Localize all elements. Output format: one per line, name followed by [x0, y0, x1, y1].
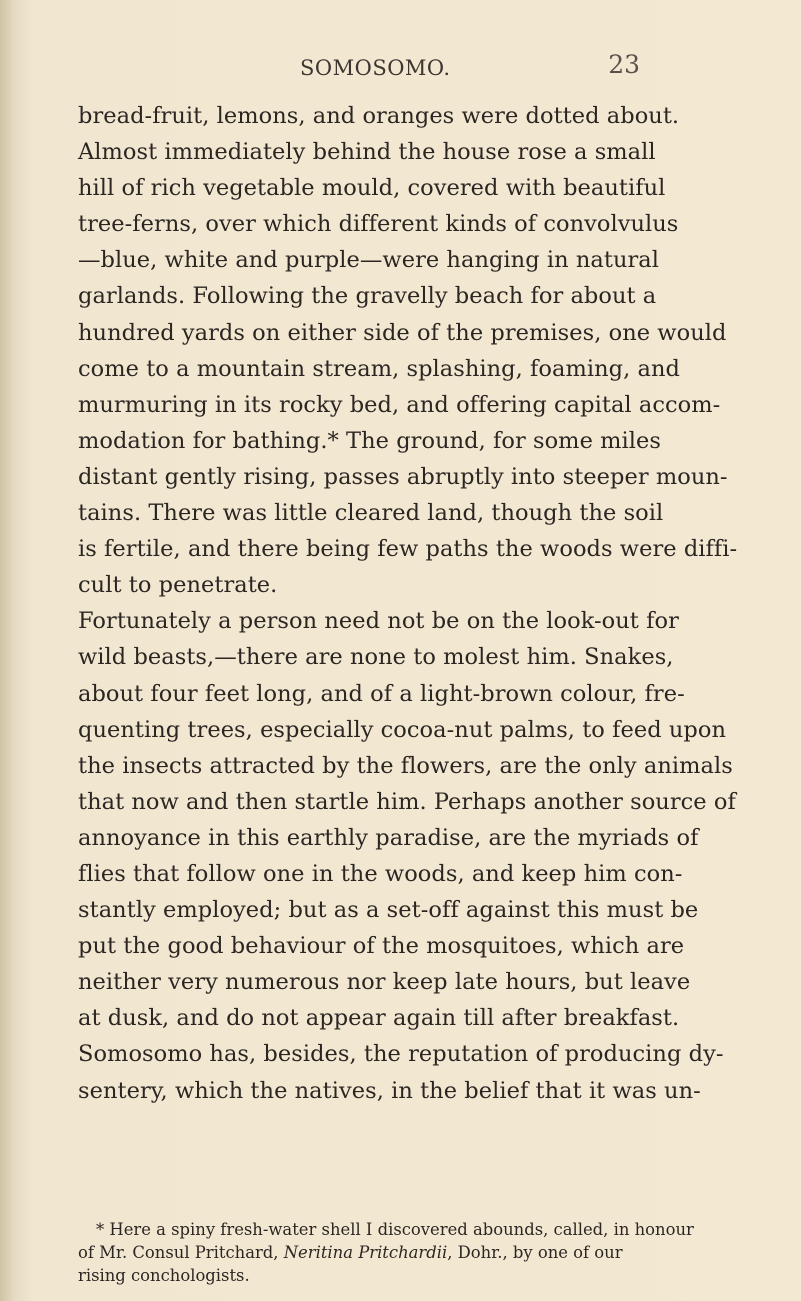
footnote — [78, 1218, 778, 1287]
text-line: Fortunately a person need not be on the look-out for — [78, 608, 679, 635]
text-line: that now and then startle him. Perhaps another source of — [78, 788, 736, 815]
text-line: neither very numerous nor keep late hours, but leave — [78, 969, 691, 996]
text-line: stantly employed; but as a set-off against this must be — [78, 897, 699, 924]
page-number: 23 — [608, 50, 640, 79]
text-line: garlands. Following the gravelly beach for about a — [78, 283, 657, 310]
text-line: annoyance in this earthly paradise, are the myriads of — [78, 824, 699, 851]
running-head: SOMOSOMO. — [300, 56, 451, 80]
text-line: hill of rich vegetable mould, covered with beautiful — [78, 175, 666, 202]
text-line: flies that follow one in the woods, and keep him con- — [78, 860, 683, 887]
text-line: Somosomo has, besides, the reputation of producing dy- — [78, 1041, 724, 1068]
text-line: come to a mountain stream, splashing, foaming, and — [78, 355, 680, 382]
footnote-line: * Here a spiny fresh-water shell I discovered abounds, called, in honour — [96, 1220, 694, 1239]
text-line: —blue, white and purple—were hanging in natural — [78, 247, 660, 274]
text-line: cult to penetrate. — [78, 572, 278, 599]
text-line: Almost immediately behind the house rose a small — [78, 139, 656, 166]
text-line: at dusk, and do not appear again till after breakfast. — [78, 1005, 680, 1032]
page-header — [300, 50, 640, 86]
text-line: distant gently rising, passes abruptly into steeper moun- — [78, 463, 728, 490]
species-name: Neritina Pritchardii — [283, 1243, 448, 1262]
text-line: quenting trees, especially cocoa-nut palms, to feed upon — [78, 716, 726, 743]
text-line: murmuring in its rocky bed, and offering capital accom- — [78, 391, 721, 418]
text-line: is fertile, and there being few paths the woods were diffi- — [78, 536, 738, 563]
text-line: modation for bathing.* The ground, for some miles — [78, 427, 661, 454]
footnote-line — [78, 1241, 778, 1264]
text-line: tree-ferns, over which different kinds of convolvulus — [78, 211, 679, 238]
text-line: hundred yards on either side of the premises, one would — [78, 319, 727, 346]
footnote-text: , Dohr., by one of our — [447, 1243, 623, 1262]
body-text — [78, 98, 778, 1109]
text-line: about four feet long, and of a light-brown colour, fre- — [78, 680, 685, 707]
text-line: put the good behaviour of the mosquitoes, which are — [78, 933, 685, 960]
text-line: sentery, which the natives, in the belief that it was un- — [78, 1077, 701, 1104]
text-line: the insects attracted by the flowers, are the only animals — [78, 752, 733, 779]
footnote-text: of Mr. Consul Pritchard, — [78, 1243, 284, 1262]
text-line: bread-fruit, lemons, and oranges were dotted about. — [78, 103, 680, 129]
text-line: wild beasts,—there are none to molest him. Snakes, — [78, 644, 674, 671]
text-line: tains. There was little cleared land, though the soil — [78, 500, 664, 527]
footnote-line: rising conchologists. — [78, 1266, 250, 1285]
